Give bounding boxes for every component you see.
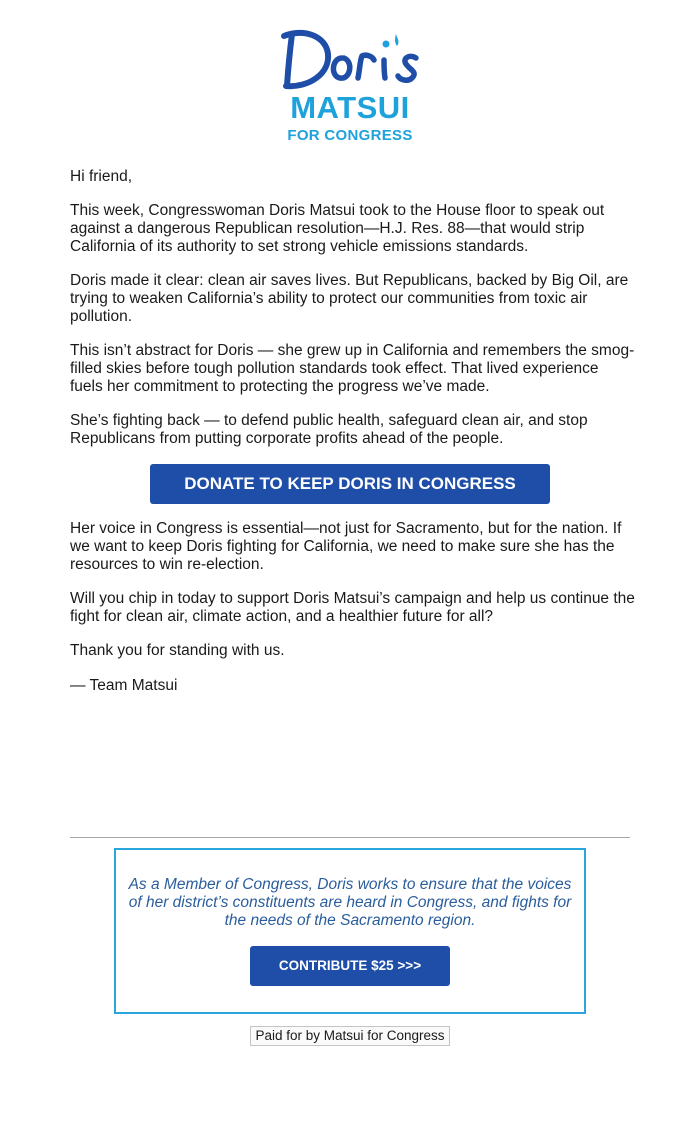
paid-for-disclaimer: Paid for by Matsui for Congress xyxy=(250,1026,450,1046)
donate-button[interactable]: DONATE TO KEEP DORIS IN CONGRESS xyxy=(150,464,550,504)
footer-blurb: As a Member of Congress, Doris works to ensure that the voices of her district’s constituents are heard in Congress, and fights for the needs of the Sacramento region. xyxy=(128,876,572,929)
paragraph-2: Doris made it clear: clean air saves lives. But Republicans, backed by Big Oil, are trying to weaken California’s ability to protect our communities from toxic air pollution. xyxy=(70,272,629,325)
paragraph-3: This isn’t abstract for Doris — she grew up in California and remembers the smog-filled skies before tough pollution standards took effect. That lived experience fuels her commitment to protecting the progress we’ve made. xyxy=(70,342,635,395)
paragraph-5: Her voice in Congress is essential—not just for Sacramento, but for the nation. If we want to keep Doris fighting for California, we need to make sure she has the resources to win re-election. xyxy=(70,520,622,573)
footer-divider xyxy=(70,837,630,838)
doris-script-logo xyxy=(270,26,430,94)
logo-name: MATSUI xyxy=(290,90,410,125)
greeting: Hi friend, xyxy=(70,168,133,185)
footer-box xyxy=(114,848,586,1014)
paragraph-4: She’s fighting back — to defend public health, safeguard clean air, and stop Republicans from putting corporate profits ahead of the people. xyxy=(70,412,588,447)
contribute-button[interactable]: CONTRIBUTE $25 >>> xyxy=(250,946,450,986)
logo-tagline: FOR CONGRESS xyxy=(287,127,413,144)
campaign-logo xyxy=(270,26,430,148)
paragraph-6: Will you chip in today to support Doris Matsui’s campaign and help us continue the fight for clean air, climate action, and a healthier future for all? xyxy=(70,590,635,625)
paragraph-7: Thank you for standing with us. xyxy=(70,642,285,659)
paragraph-1: This week, Congresswoman Doris Matsui took to the House floor to speak out against a dangerous Republican resolution—H.J. Res. 88—that would strip California of its authority to set strong vehicle emissions standards. xyxy=(70,202,605,255)
signoff: — Team Matsui xyxy=(70,677,178,694)
